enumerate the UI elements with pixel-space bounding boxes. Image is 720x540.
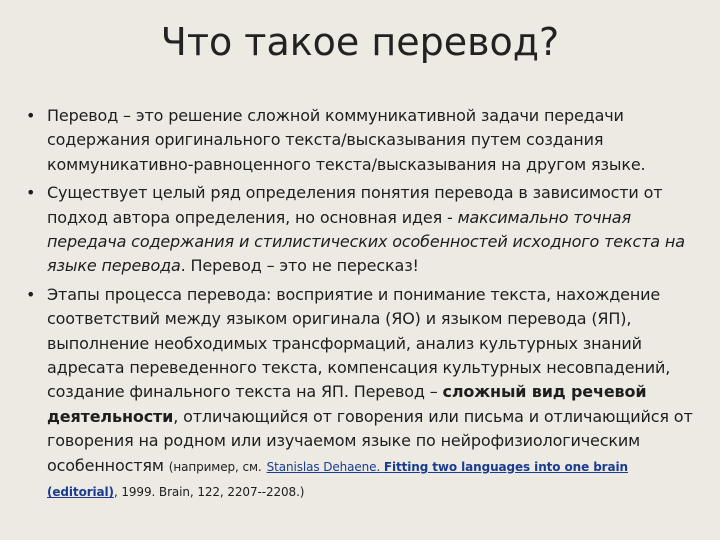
bullet-icon: • xyxy=(26,183,36,203)
bullet-item-main-idea xyxy=(26,181,698,279)
bullet-text-after: . Перевод – это не пересказ! xyxy=(180,256,419,276)
bullet-text: Существует целый ряд определения понятия перевода в зависимости от подход автора определения, но основная идея - xyxy=(47,183,663,227)
bullet-text-after: , отличающийся от говорения или письма и отличающийся от говорения на родном или изучаемом языке по нейрофизиологическим особенностям xyxy=(47,406,693,475)
reference-link-title: Fitting two languages into one brain (editorial) xyxy=(47,459,628,500)
bullet-italic-emphasis: максимально точная передача содержания и стилистических особенностей исходного текста на языке перевода xyxy=(47,207,685,276)
bullet-icon: • xyxy=(26,106,36,125)
bullet-text: Перевод – это решение сложной коммуникативной задачи передачи содержания оригинального текста/высказывания путем создания коммуникативно-равноценного текста/высказывания на другом языке. xyxy=(47,106,646,174)
bullet-list xyxy=(26,104,698,509)
reference-suffix: , 1999. Brain, 122, 2207--2208.) xyxy=(113,485,305,500)
reference-prefix: (например, см. xyxy=(168,459,262,474)
bullet-text: Этапы процесса перевода: восприятие и понимание текста, нахождение соответствий между языком оригинала (ЯО) и языком перевода (ЯП), выполнение необходимых трансформаций, анализ культурных знаний адресата переведенного текста, компенсация культурных несовпадений, создание финального текста на ЯП. Перевод – xyxy=(47,284,671,402)
reference-link-author: Stanislas Dehaene. xyxy=(266,459,381,474)
bullet-item-stages xyxy=(26,283,698,505)
bullet-bold-emphasis: сложный вид речевой деятельности xyxy=(47,382,647,426)
bullet-icon: • xyxy=(26,284,36,304)
slide-title: Что такое перевод? xyxy=(160,20,560,64)
bullet-item-definition xyxy=(26,104,698,177)
